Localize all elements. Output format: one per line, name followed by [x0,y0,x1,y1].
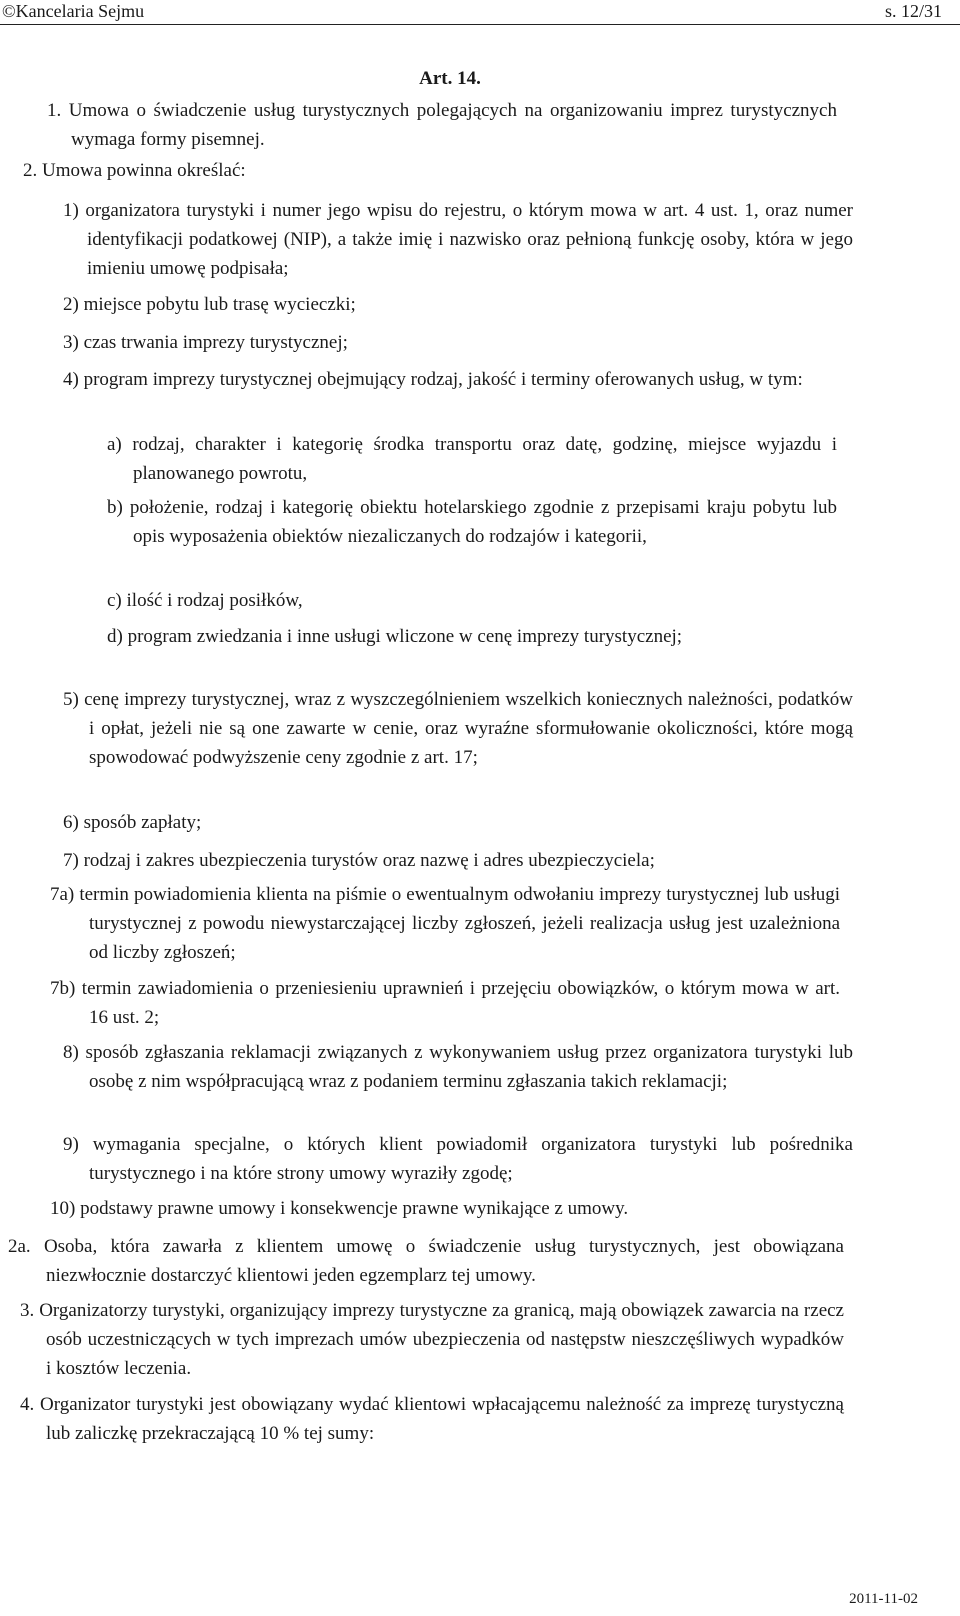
footer-date: 2011-11-02 [849,1591,918,1607]
article-title: Art. 14. [419,68,481,89]
subpoint-a: a) rodzaj, charakter i kategorię środka transportu oraz datę, godzinę, miejsce wyjazdu i planowanego powrotu, [107,434,837,484]
paragraph-2: 2. Umowa powinna określać: [23,160,246,181]
subpoint-c: c) ilość i rodzaj posiłków, [107,590,303,611]
header-divider [0,24,960,25]
header-copyright: ©Kancelaria Sejmu [2,1,145,21]
subpoint-d: d) program zwiedzania i inne usługi wliczone w cenę imprezy turystycznej; [107,626,683,647]
point-7: 7) rodzaj i zakres ubezpieczenia turystów oraz nazwę i adres ubezpieczyciela; [63,850,655,871]
point-10: 10) podstawy prawne umowy i konsekwencje prawne wynikające z umowy. [50,1198,629,1219]
point-5: 5) cenę imprezy turystycznej, wraz z wyszczególnieniem wszelkich koniecznych należności, podatków i opłat, jeżeli nie są one zawarte w cenie, oraz wyraźne sformułowanie okoliczności, które mogą spowodować podwyższenie ceny zgodnie z art. 17; [63,689,853,768]
paragraph-2a: 2a. Osoba, która zawarła z klientem umowę o świadczenie usług turystycznych, jest obowiązana niezwłocznie dostarczyć klientowi jeden egzemplarz tej umowy. [8,1236,844,1286]
point-7a: 7a) termin powiadomienia klienta na piśmie o ewentualnym odwołaniu imprezy turystycznej lub usługi turystycznej z powodu niewystarczającej liczby zgłoszeń, jeżeli realizacja usług jest uzależniona od liczby zgłoszeń; [50,884,840,963]
point-2: 2) miejsce pobytu lub trasę wycieczki; [63,294,356,315]
point-7b: 7b) termin zawiadomienia o przeniesieniu uprawnień i przejęciu obowiązków, o którym mowa w art. 16 ust. 2; [50,978,840,1028]
point-1: 1) organizatora turystyki i numer jego wpisu do rejestru, o którym mowa w art. 4 ust. 1, oraz numer identyfikacji podatkowej (NIP), a także imię i nazwisko oraz pełnioną funkcję osoby, która w jego imieniu umowę podpisała; [63,200,853,279]
subpoint-b: b) położenie, rodzaj i kategorię obiektu hotelarskiego zgodnie z przepisami kraju pobytu lub opis wyposażenia obiektów niezaliczanych do rodzajów i kategorii, [107,497,837,547]
paragraph-1: 1. Umowa o świadczenie usług turystycznych polegających na organizowaniu imprez turystycznych wymaga formy pisemnej. [47,100,837,150]
paragraph-4: 4. Organizator turystyki jest obowiązany wydać klientowi wpłacającemu należność za imprezę turystyczną lub zaliczkę przekraczającą 10 % tej sumy: [20,1394,844,1444]
point-4: 4) program imprezy turystycznej obejmujący rodzaj, jakość i terminy oferowanych usług, w tym: [63,369,803,390]
point-6: 6) sposób zapłaty; [63,812,202,833]
header-page-number: s. 12/31 [884,1,942,21]
paragraph-3: 3. Organizatorzy turystyki, organizujący imprezy turystyczne za granicą, mają obowiązek zawarcia na rzecz osób uczestniczących w tych imprezach umów ubezpieczenia od następstw nieszczęśliwych wypadków i kosztów leczenia. [20,1300,844,1379]
point-3: 3) czas trwania imprezy turystycznej; [63,332,348,353]
point-8: 8) sposób zgłaszania reklamacji związanych z wykonywaniem usług przez organizatora turystyki lub osobę z nim współpracującą wraz z podaniem terminu zgłaszania takich reklamacji; [63,1042,853,1092]
point-9: 9) wymagania specjalne, o których klient powiadomił organizatora turystyki lub pośrednika turystycznego i na które strony umowy wyraziły zgodę; [63,1134,853,1184]
